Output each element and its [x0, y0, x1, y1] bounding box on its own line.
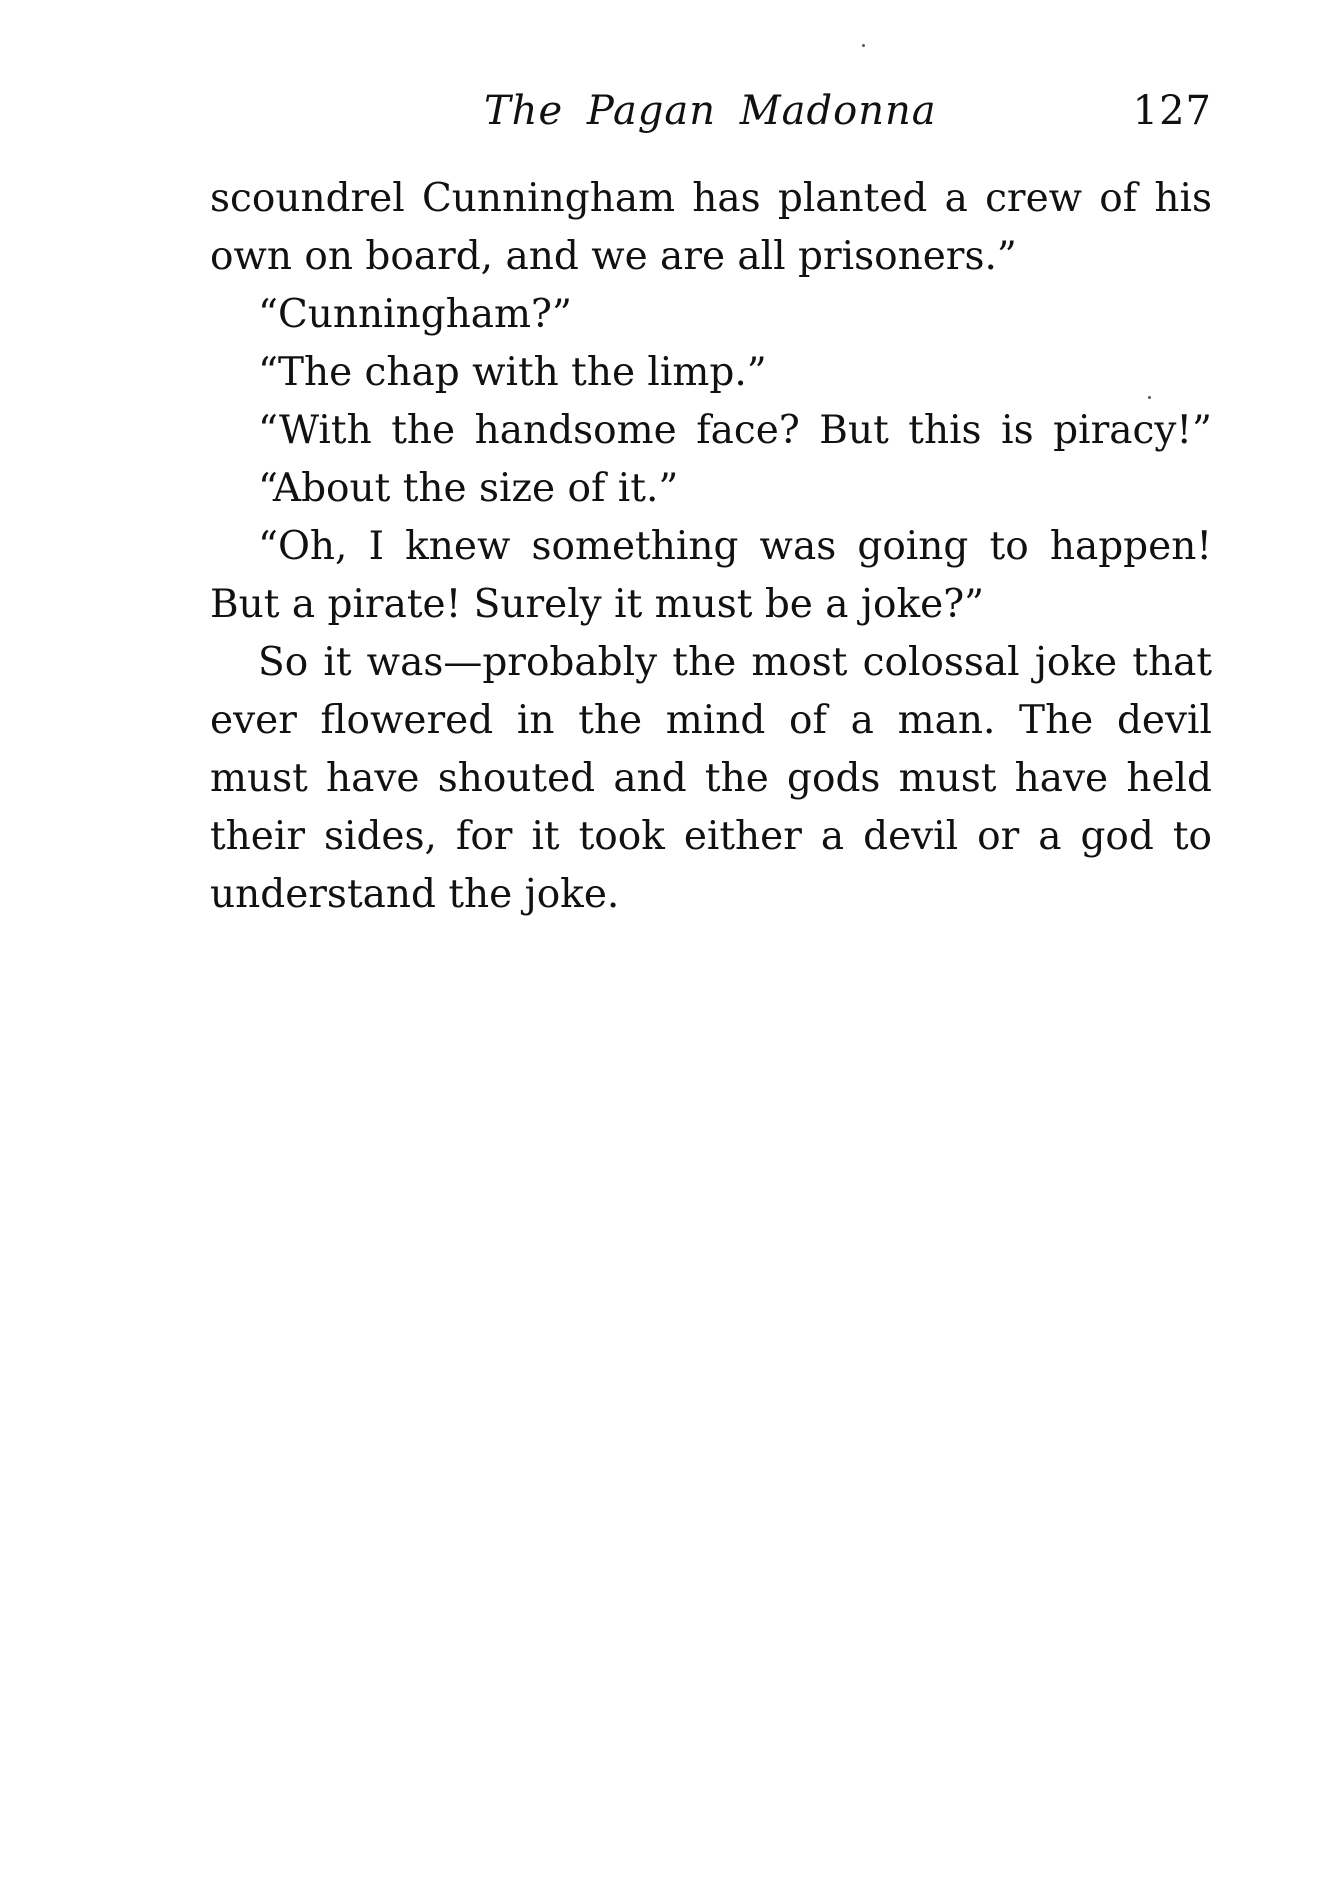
text-line: scoundrel Cunningham has planted a crew of his [210, 176, 1212, 221]
text-line: “Oh, I knew something was going to happen! [258, 524, 1212, 569]
text-line: But a pirate! Surely it must be a joke?” [210, 582, 985, 627]
text-line: must have shouted and the gods must have held [210, 756, 1212, 801]
body-text [210, 170, 1212, 924]
running-title: The Pagan Madonna [484, 88, 937, 134]
text-line: “The chap with the limp.” [258, 350, 767, 395]
text-line: ever flowered in the mind of a man. The devil [210, 698, 1212, 743]
text-line: their sides, for it took either a devil or a god to [210, 814, 1212, 859]
scan-speck [1148, 396, 1151, 399]
scan-speck [862, 44, 865, 47]
text-line: So it was—probably the most colossal joke that [258, 640, 1212, 685]
text-line: “With the handsome face? But this is piracy!” [258, 408, 1212, 453]
text-line: understand the joke. [210, 872, 620, 917]
text-line: “About the size of it.” [258, 466, 679, 511]
text-line: own on board, and we are all prisoners.” [210, 234, 1017, 279]
text-line: “Cunningham?” [258, 292, 572, 337]
running-head [210, 88, 1212, 148]
page-number: 127 [1132, 88, 1212, 134]
